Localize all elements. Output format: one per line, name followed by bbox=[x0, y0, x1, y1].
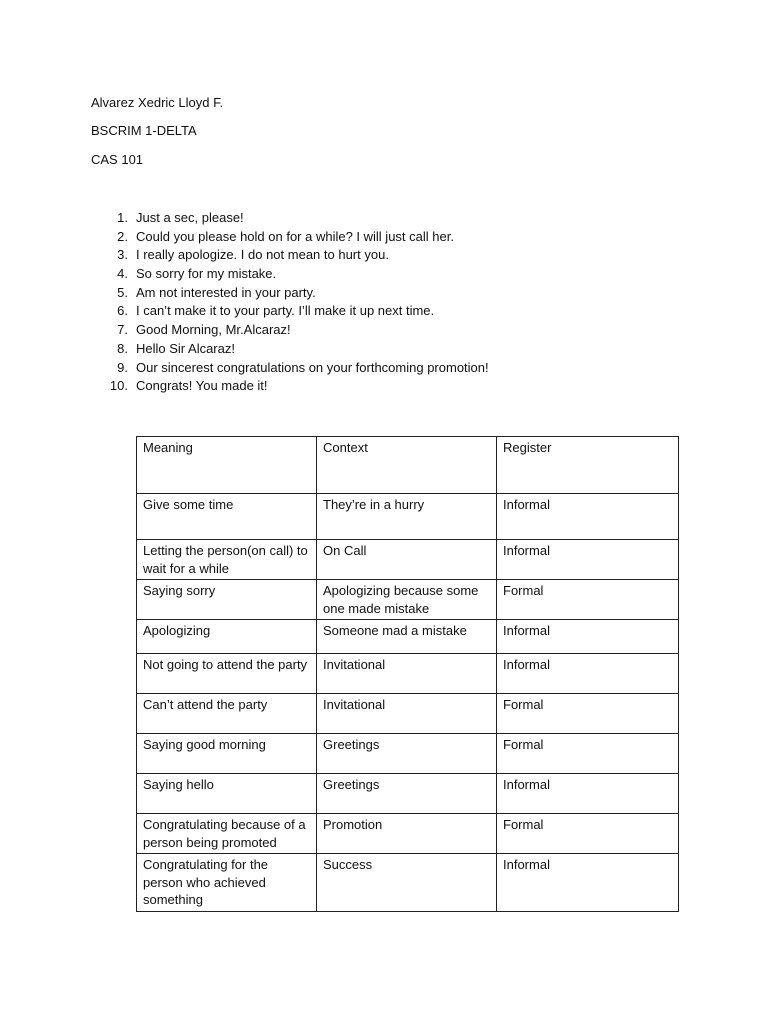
cell-context: Success bbox=[317, 854, 497, 912]
list-number: 2. bbox=[117, 228, 128, 244]
cell-meaning: Not going to attend the party bbox=[137, 654, 317, 694]
table-row bbox=[137, 654, 679, 694]
list-item bbox=[106, 284, 316, 303]
cell-register: Informal bbox=[497, 540, 679, 580]
list-item bbox=[106, 359, 489, 378]
list-item bbox=[106, 209, 244, 228]
cell-meaning: Saying good morning bbox=[137, 734, 317, 774]
table-row bbox=[137, 734, 679, 774]
cell-meaning: Can’t attend the party bbox=[137, 694, 317, 734]
cell-register: Informal bbox=[497, 774, 679, 814]
list-text: I can’t make it to your party. I’ll make it up next time. bbox=[136, 303, 435, 319]
cell-meaning: Give some time bbox=[137, 494, 317, 540]
list-item bbox=[106, 246, 389, 265]
cell-meaning: Letting the person(on call) to wait for a while bbox=[137, 540, 317, 580]
table-row bbox=[137, 540, 679, 580]
table-row bbox=[137, 814, 679, 854]
list-number: 6. bbox=[117, 303, 128, 319]
list-text: I really apologize. I do not mean to hurt you. bbox=[136, 247, 389, 263]
table-row bbox=[137, 620, 679, 654]
list-number: 8. bbox=[117, 340, 128, 356]
list-text: Good Morning, Mr.Alcaraz! bbox=[136, 322, 291, 338]
list-text: So sorry for my mistake. bbox=[136, 266, 277, 282]
list-number: 5. bbox=[117, 284, 128, 300]
cell-register: Informal bbox=[497, 620, 679, 654]
cell-register: Formal bbox=[497, 694, 679, 734]
list-item bbox=[106, 302, 435, 321]
list-number: 3. bbox=[117, 247, 128, 263]
list-item bbox=[106, 340, 235, 359]
cell-context: On Call bbox=[317, 540, 497, 580]
cell-meaning: Apologizing bbox=[137, 620, 317, 654]
cell-meaning: Congratulating because of a person being promoted bbox=[137, 814, 317, 854]
list-number: 9. bbox=[117, 359, 128, 375]
course-code: CAS 101 bbox=[91, 152, 144, 167]
table-header-row bbox=[137, 437, 679, 494]
header-register: Register bbox=[497, 437, 679, 494]
list-item bbox=[106, 265, 277, 284]
student-section: BSCRIM 1-DELTA bbox=[91, 123, 197, 138]
list-text: Just a sec, please! bbox=[136, 210, 244, 225]
table-row bbox=[137, 580, 679, 620]
list-text: Congrats! You made it! bbox=[136, 378, 268, 394]
cell-register: Formal bbox=[497, 734, 679, 774]
table-row bbox=[137, 854, 679, 912]
cell-context: Apologizing because some one made mistake bbox=[317, 580, 497, 620]
header-context: Context bbox=[317, 437, 497, 494]
table-row bbox=[137, 694, 679, 734]
student-name: Alvarez Xedric Lloyd F. bbox=[91, 95, 224, 110]
header-meaning: Meaning bbox=[137, 437, 317, 494]
table-row bbox=[137, 774, 679, 814]
list-item bbox=[106, 321, 291, 340]
list-number: 4. bbox=[117, 266, 128, 282]
cell-context: Greetings bbox=[317, 734, 497, 774]
list-text: Our sincerest congratulations on your forthcoming promotion! bbox=[136, 359, 489, 375]
cell-meaning: Congratulating for the person who achieved something bbox=[137, 854, 317, 912]
cell-register: Formal bbox=[497, 814, 679, 854]
list-text: Hello Sir Alcaraz! bbox=[136, 340, 235, 356]
cell-context: They’re in a hurry bbox=[317, 494, 497, 540]
cell-context: Someone mad a mistake bbox=[317, 620, 497, 654]
cell-context: Invitational bbox=[317, 654, 497, 694]
list-item bbox=[106, 377, 268, 396]
analysis-table bbox=[136, 436, 679, 912]
cell-register: Informal bbox=[497, 854, 679, 912]
cell-context: Promotion bbox=[317, 814, 497, 854]
list-item bbox=[106, 228, 454, 247]
cell-meaning: Saying hello bbox=[137, 774, 317, 814]
list-number: 1. bbox=[117, 210, 128, 225]
cell-register: Formal bbox=[497, 580, 679, 620]
cell-meaning: Saying sorry bbox=[137, 580, 317, 620]
list-number: 7. bbox=[117, 322, 128, 338]
cell-context: Invitational bbox=[317, 694, 497, 734]
list-text: Could you please hold on for a while? I will just call her. bbox=[136, 228, 454, 244]
expression-list bbox=[106, 209, 489, 396]
cell-register: Informal bbox=[497, 494, 679, 540]
list-number: 10. bbox=[109, 378, 128, 394]
table-row bbox=[137, 494, 679, 540]
cell-register: Informal bbox=[497, 654, 679, 694]
cell-context: Greetings bbox=[317, 774, 497, 814]
list-text: Am not interested in your party. bbox=[136, 284, 316, 300]
